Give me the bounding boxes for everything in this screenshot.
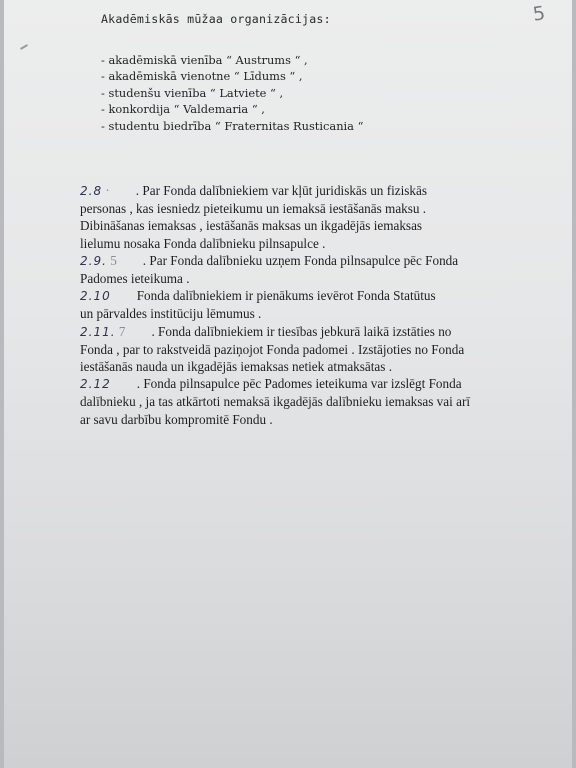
paragraph-line bbox=[80, 375, 520, 393]
page-left-edge bbox=[0, 0, 4, 768]
paragraph-text: . Par Fonda dalībniekiem var kļūt juridiskās un fiziskās bbox=[135, 183, 427, 198]
paragraph-2-11 bbox=[80, 323, 520, 376]
handwritten-clause-number: 2.9. bbox=[80, 253, 107, 268]
organization-item: - studentu biedrība “ Fraternitas Rusticania “ bbox=[101, 118, 364, 133]
paragraph-2-10 bbox=[80, 287, 520, 322]
paragraph-line bbox=[80, 182, 520, 200]
handwritten-clause-number: 2.11. bbox=[80, 324, 116, 339]
handwritten-clause-number: 2.8 bbox=[80, 184, 103, 198]
paragraph-text: Fonda dalībniekiem ir pienākums ievērot Fonda Statūtus bbox=[136, 288, 436, 304]
paragraph-2-9 bbox=[80, 252, 520, 287]
paragraph-2-8 bbox=[80, 182, 520, 252]
paragraph-line: Fonda , par to rakstveidā paziņojot Fonda padomei . Izstājoties no Fonda bbox=[80, 341, 465, 357]
paragraph-text: . Par Fonda dalībnieku uzņem Fonda pilnsapulce pēc Fonda bbox=[142, 252, 459, 268]
paragraph-text: . Fonda dalībniekiem ir tiesības jebkurā laikā izstāties no bbox=[151, 323, 452, 339]
paragraph-line bbox=[80, 287, 520, 305]
organization-item: - akadēmiskā vienotne “ Līdums “ , bbox=[101, 69, 303, 84]
handwritten-page-number: 5 bbox=[531, 2, 547, 26]
paragraph-line: un pārvaldes institūciju lēmumus . bbox=[80, 306, 262, 322]
paragraph-line: Dibināšanas iemaksas , iestāšanās maksas un ikgadējās iemaksas bbox=[80, 218, 423, 234]
paragraph-line bbox=[80, 252, 520, 270]
statute-paragraphs bbox=[80, 182, 520, 428]
handwritten-clause-number: 2.10 bbox=[80, 289, 111, 304]
paragraph-line bbox=[80, 323, 520, 341]
paragraph-line: iestāšanās nauda un ikgadējās iemaksas netiek atmaksātas . bbox=[80, 359, 392, 375]
erased-clause-number: 7 bbox=[118, 323, 126, 339]
organization-item: - konkordija “ Valdemaria “ , bbox=[101, 102, 265, 117]
paragraph-line: Padomes ieteikuma . bbox=[80, 271, 190, 287]
paragraph-line: ar savu darbību kompromitē Fondu . bbox=[80, 411, 273, 427]
organizations-list bbox=[101, 52, 363, 134]
handwritten-clause-number: 2.12 bbox=[80, 377, 111, 392]
paragraph-line: personas , kas iesniedz pieteikumu un iemaksā iestāšanās maksu . bbox=[80, 201, 427, 217]
organization-item: - akadēmiskā vienība “ Austrums “ , bbox=[101, 53, 308, 67]
organizations-heading: Akadēmiskās mūžaa organizācijas: bbox=[101, 12, 331, 26]
page-right-edge bbox=[572, 0, 576, 768]
pen-mark bbox=[20, 44, 28, 50]
paragraph-2-12 bbox=[80, 375, 520, 428]
paragraph-line: lielumu nosaka Fonda dalībnieku pilnsapulce . bbox=[80, 235, 326, 251]
erased-clause-number: · bbox=[105, 183, 110, 198]
paragraph-line: dalībnieku , ja tas atkārtoti nemaksā ikgadējās dalībnieku iemaksas vai arī bbox=[80, 394, 471, 410]
erased-clause-number: 5 bbox=[110, 252, 117, 268]
organization-item: - studenšu vienība “ Latviete “ , bbox=[101, 85, 284, 100]
paragraph-text: . Fonda pilnsapulce pēc Padomes ieteikuma var izslēgt Fonda bbox=[136, 376, 462, 392]
